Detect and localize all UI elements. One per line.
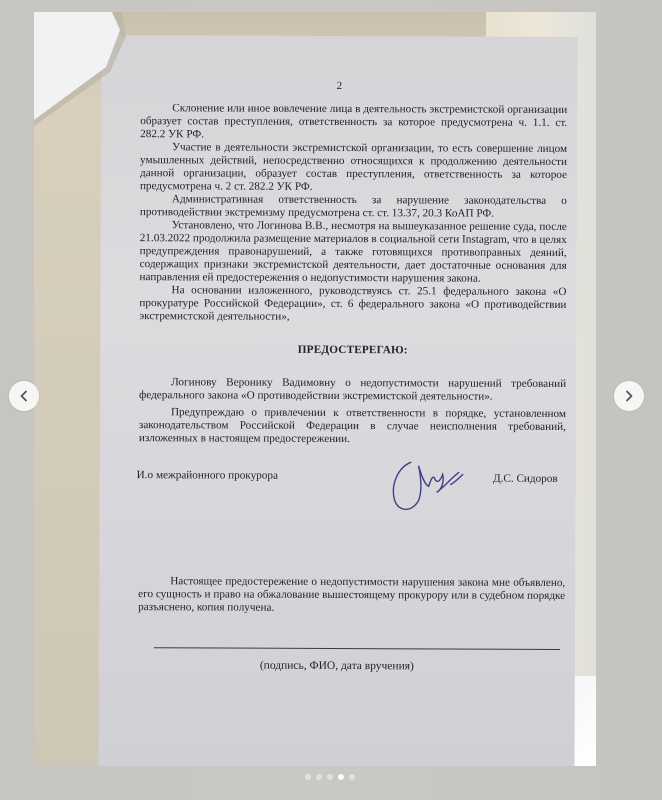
- paragraph-warned-person: Логинову Веронику Вадимовну о недопустимости нарушений требований федерального закона «О противодействии экстремистской деятельности».: [139, 376, 567, 403]
- chevron-left-icon: [18, 390, 30, 402]
- carousel-pagination: [0, 774, 661, 780]
- carousel-dot-5[interactable]: [349, 774, 355, 780]
- signer-name: Д.С. Сидоров: [492, 472, 558, 485]
- previous-slide-button[interactable]: [9, 381, 39, 411]
- carousel-dot-1[interactable]: [305, 774, 311, 780]
- paragraph-administrative: Административная ответственность за нарушение законодательства о противодействии экстремизму предусмотрена ст. ст. 13.37, 20.3 КоАП РФ.: [139, 193, 567, 220]
- signature-block: [136, 463, 566, 517]
- paragraph-inducement: Склонение или иное вовлечение лица в деятельность экстремистской организации образует состав преступления, ответственность за которое предусмотрена ч. 1.1. ст. 282.2 УК РФ.: [140, 102, 568, 141]
- document-body: [138, 102, 567, 616]
- warning-heading: ПРЕДОСТЕРЕГАЮ:: [297, 343, 408, 357]
- paragraph-established: Установлено, что Логинова В.В., несмотря на вышеуказанное решение суда, после 21.03.2022 продолжила размещение материалов в социальной сети Instagram, что в целях предупреждения правонарушений, а также готовящихся противоправных деяний, содержащих признаки экстремистской деятельности, дает достаточные основания для направления ей предостережения о недопустимости нарушения закона.: [139, 219, 567, 285]
- carousel-dot-2[interactable]: [316, 774, 322, 780]
- paragraph-basis: На основании изложенного, руководствуясь ст. 25.1 федерального закона «О прокуратуре Российской Федерации», ст. 6 федерального закона «О противодействии экстремистской деятельности»,: [139, 284, 567, 323]
- document-page: [98, 35, 577, 766]
- signer-title: И.о межрайонного прокурора: [136, 469, 278, 482]
- chevron-right-icon: [623, 390, 635, 402]
- carousel-photo[interactable]: [34, 12, 596, 766]
- paragraph-acknowledgement: Настоящее предостережение о недопустимости нарушения закона мне объявлено, его сущность и право на обжалование вышестоящему прокурору или в судебном порядке разъяснено, копия получена.: [138, 575, 566, 614]
- signature-caption: (подпись, ФИО, дата вручения): [259, 659, 414, 673]
- recipient-signature-line: [154, 647, 560, 650]
- handwritten-signature-icon: [389, 456, 471, 514]
- carousel-dot-3[interactable]: [327, 774, 333, 780]
- page-number: 2: [336, 79, 343, 93]
- paragraph-participation: Участие в деятельности экстремистской организации, то есть совершение лицом умышленных действий, непосредственно относящихся к продолжению деятельности данной организации, образует состав преступления, ответственность за которое предусмотрена ч. 2 ст. 282.2 УК РФ.: [139, 141, 568, 193]
- next-slide-button[interactable]: [614, 381, 644, 411]
- paragraph-liability-warning: Предупреждаю о привлечении к ответственности в порядке, установленном законодательством Российской Федерации в случае неисполнения требований, изложенных в настоящем предостережении.: [138, 406, 566, 446]
- carousel-dot-4-active[interactable]: [338, 774, 344, 780]
